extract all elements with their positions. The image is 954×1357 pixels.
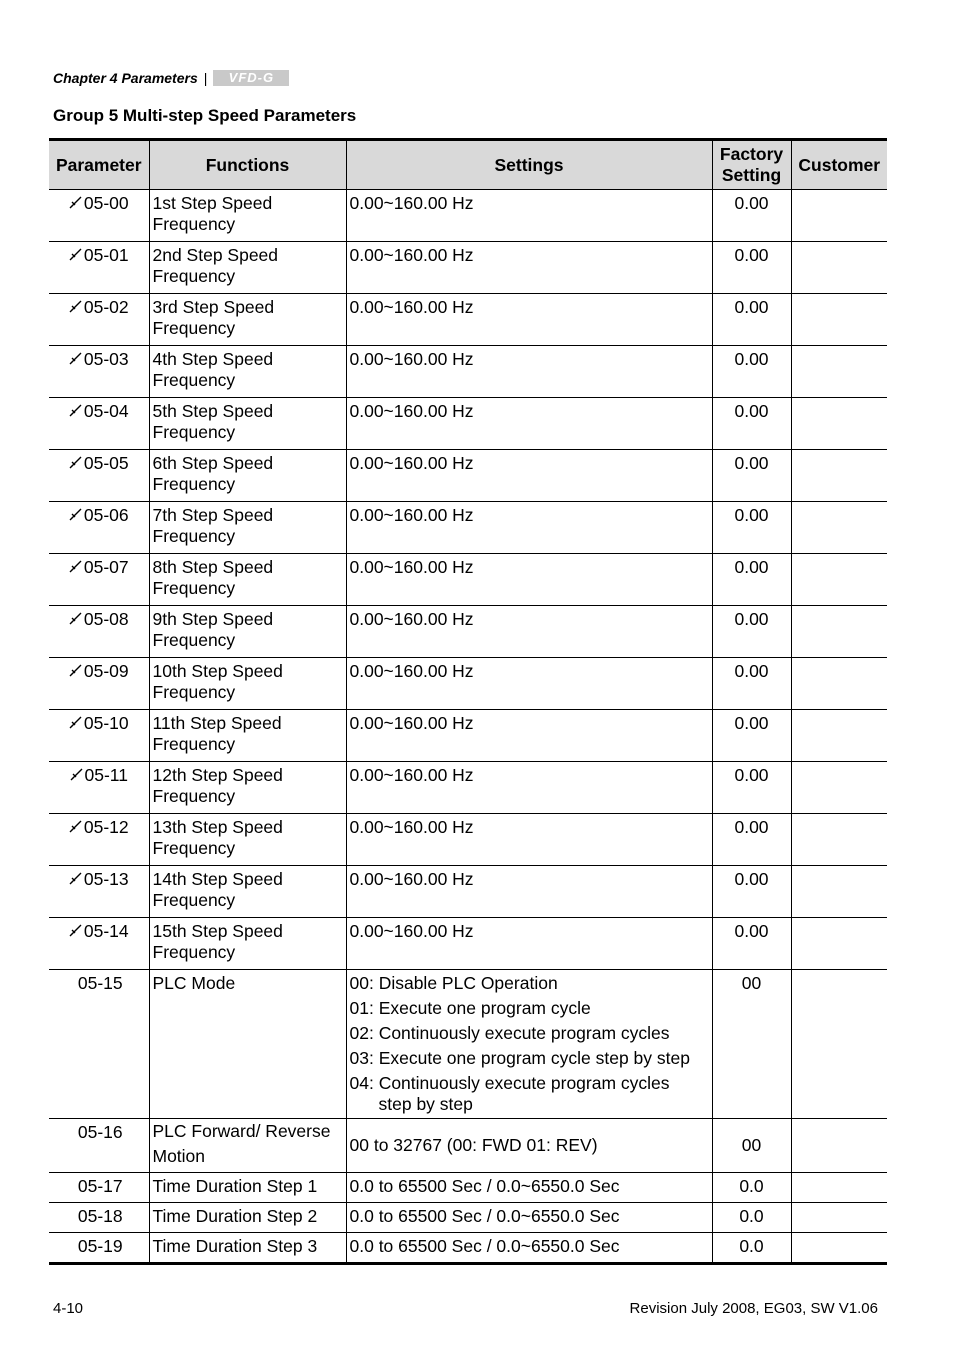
- plc-option-continued: step by step: [378, 1094, 473, 1114]
- settings-cell: 0.00~160.00 Hz: [346, 502, 712, 554]
- function-line1: 13th Step Speed: [152, 817, 283, 837]
- pen-icon: [69, 818, 83, 839]
- parameter-cell: [49, 606, 149, 658]
- factory-setting-cell: 0.00: [712, 242, 791, 294]
- table-row: [49, 918, 887, 970]
- function-cell: [149, 190, 346, 242]
- table-row: [49, 190, 887, 242]
- settings-cell: 0.00~160.00 Hz: [346, 814, 712, 866]
- function-line2: Frequency: [152, 838, 236, 858]
- settings-cell: 0.00~160.00 Hz: [346, 294, 712, 346]
- table-row: [49, 606, 887, 658]
- parameter-code: 05-16: [49, 1119, 149, 1173]
- parameter-code: 05-04: [83, 401, 129, 421]
- function-line1: 3rd Step Speed: [152, 297, 275, 317]
- settings-cell: 0.00~160.00 Hz: [346, 866, 712, 918]
- settings-cell: 0.00~160.00 Hz: [346, 190, 712, 242]
- function-line1: 6th Step Speed: [152, 453, 274, 473]
- pen-icon: [69, 922, 83, 943]
- settings-cell: 0.00~160.00 Hz: [346, 658, 712, 710]
- settings-cell: 0.00~160.00 Hz: [346, 450, 712, 502]
- function-line1: 5th Step Speed: [152, 401, 274, 421]
- parameter-cell: [49, 554, 149, 606]
- function-line1: 1st Step Speed: [152, 193, 273, 213]
- function-cell: [149, 762, 346, 814]
- customer-cell: [791, 658, 887, 710]
- factory-setting-cell: 00: [712, 1119, 791, 1173]
- settings-cell: 0.00~160.00 Hz: [346, 554, 712, 606]
- table-row: [49, 866, 887, 918]
- parameter-cell: [49, 710, 149, 762]
- settings-cell: 0.0 to 65500 Sec / 0.0~6550.0 Sec: [346, 1173, 712, 1203]
- pen-icon: [69, 506, 83, 527]
- function-cell: [149, 346, 346, 398]
- header-factory-line1: Factory: [719, 144, 784, 164]
- parameter-cell: [49, 398, 149, 450]
- function-line1: PLC Forward/ Reverse: [152, 1121, 331, 1141]
- customer-cell: [791, 242, 887, 294]
- pen-icon: [69, 298, 83, 319]
- function-cell: [149, 918, 346, 970]
- factory-setting-cell: 0.00: [712, 762, 791, 814]
- function-line1: 4th Step Speed: [152, 349, 274, 369]
- plc-option: 02: Continuously execute program cycles: [349, 1023, 670, 1043]
- function-line2: Frequency: [152, 578, 236, 598]
- parameter-cell: [49, 242, 149, 294]
- parameter-code: 05-15: [49, 970, 149, 1119]
- parameter-code: 05-09: [83, 661, 129, 681]
- parameter-cell: [49, 866, 149, 918]
- header-settings: Settings: [346, 140, 712, 190]
- header-factory-line2: Setting: [721, 165, 782, 185]
- factory-setting-cell: 0.00: [712, 710, 791, 762]
- plc-option: 04: Continuously execute program cycles: [349, 1073, 670, 1093]
- function-line1: 14th Step Speed: [152, 869, 283, 889]
- parameter-table: [49, 138, 887, 1265]
- table-row: [49, 1233, 887, 1264]
- function-line2: Frequency: [152, 266, 236, 286]
- function-cell: [149, 814, 346, 866]
- customer-cell: [791, 190, 887, 242]
- parameter-code: 05-02: [83, 297, 129, 317]
- pen-icon: [69, 870, 83, 891]
- function-line2: Frequency: [152, 370, 236, 390]
- customer-cell: [791, 1203, 887, 1233]
- factory-setting-cell: 0.00: [712, 814, 791, 866]
- parameter-cell: [49, 658, 149, 710]
- function-line2: Frequency: [152, 474, 236, 494]
- factory-setting-cell: 0.00: [712, 190, 791, 242]
- function-cell: [149, 866, 346, 918]
- function-line1: 2nd Step Speed: [152, 245, 279, 265]
- function-cell: [149, 710, 346, 762]
- pen-icon: [69, 246, 83, 267]
- pen-icon: [69, 350, 83, 371]
- factory-setting-cell: 0.00: [712, 502, 791, 554]
- function-cell: [149, 1119, 346, 1173]
- factory-setting-cell: 0.0: [712, 1173, 791, 1203]
- parameter-code: 05-18: [49, 1203, 149, 1233]
- table-row: [49, 450, 887, 502]
- customer-cell: [791, 606, 887, 658]
- factory-setting-cell: 0.00: [712, 450, 791, 502]
- settings-cell: 0.00~160.00 Hz: [346, 710, 712, 762]
- customer-cell: [791, 554, 887, 606]
- parameter-code: 05-17: [49, 1173, 149, 1203]
- revision-info: Revision July 2008, EG03, SW V1.06: [629, 1300, 878, 1317]
- table-row: [49, 398, 887, 450]
- table-row: [49, 242, 887, 294]
- pen-icon: [69, 714, 83, 735]
- settings-cell: 0.00~160.00 Hz: [346, 762, 712, 814]
- table-row: [49, 554, 887, 606]
- pen-icon: [70, 766, 84, 787]
- table-row: [49, 1203, 887, 1233]
- factory-setting-cell: 0.00: [712, 658, 791, 710]
- settings-cell: 0.00~160.00 Hz: [346, 606, 712, 658]
- parameter-code: 05-13: [83, 869, 129, 889]
- function-line2: Frequency: [152, 786, 236, 806]
- factory-setting-cell: 0.00: [712, 866, 791, 918]
- function-line2: Frequency: [152, 942, 236, 962]
- parameter-cell: [49, 814, 149, 866]
- parameter-code: 05-03: [83, 349, 129, 369]
- function-line2: Frequency: [152, 630, 236, 650]
- factory-setting-cell: 0.00: [712, 294, 791, 346]
- settings-cell: 0.00~160.00 Hz: [346, 918, 712, 970]
- parameter-cell: [49, 190, 149, 242]
- parameter-code: 05-10: [83, 713, 129, 733]
- settings-cell: [346, 970, 712, 1119]
- function-line2: Frequency: [152, 682, 236, 702]
- customer-cell: [791, 918, 887, 970]
- customer-cell: [791, 1173, 887, 1203]
- function-line1: 11th Step Speed: [152, 713, 282, 733]
- function-line2: Frequency: [152, 422, 236, 442]
- function-cell: [149, 242, 346, 294]
- customer-cell: [791, 294, 887, 346]
- function-cell: [149, 294, 346, 346]
- customer-cell: [791, 866, 887, 918]
- table-row-plc-mode: [49, 970, 887, 1119]
- function-cell: [149, 658, 346, 710]
- factory-setting-cell: 0.00: [712, 398, 791, 450]
- customer-cell: [791, 1233, 887, 1264]
- parameter-code: 05-11: [84, 765, 128, 785]
- function-line1: 7th Step Speed: [152, 505, 274, 525]
- chapter-header: [53, 70, 289, 86]
- customer-cell: [791, 814, 887, 866]
- table-row: [49, 814, 887, 866]
- function-line1: 12th Step Speed: [152, 765, 283, 785]
- parameter-code: 05-05: [83, 453, 129, 473]
- customer-cell: [791, 1119, 887, 1173]
- parameter-code: 05-12: [83, 817, 129, 837]
- parameter-code: 05-06: [83, 505, 129, 525]
- factory-setting-cell: 0.00: [712, 918, 791, 970]
- header-customer: Customer: [791, 140, 887, 190]
- pen-icon: [69, 610, 83, 631]
- function-cell: Time Duration Step 1: [149, 1173, 346, 1203]
- pen-icon: [69, 402, 83, 423]
- plc-option: 03: Execute one program cycle step by step: [349, 1048, 690, 1068]
- group-title: Group 5 Multi-step Speed Parameters: [53, 106, 357, 125]
- function-cell: [149, 502, 346, 554]
- table-row-plc-motion: [49, 1119, 887, 1173]
- header-functions: Functions: [149, 140, 346, 190]
- table-row: [49, 502, 887, 554]
- table-row: [49, 658, 887, 710]
- function-cell: Time Duration Step 2: [149, 1203, 346, 1233]
- function-cell: Time Duration Step 3: [149, 1233, 346, 1264]
- function-line1: 9th Step Speed: [152, 609, 274, 629]
- parameter-code: 05-08: [83, 609, 129, 629]
- header-parameter: Parameter: [49, 140, 149, 190]
- pen-icon: [69, 558, 83, 579]
- header-factory-setting: [712, 140, 791, 190]
- plc-option: 00: Disable PLC Operation: [349, 973, 558, 993]
- function-line2: Motion: [152, 1146, 206, 1166]
- parameter-code: 05-01: [83, 245, 129, 265]
- settings-cell: 0.00~160.00 Hz: [346, 398, 712, 450]
- settings-cell: 0.0 to 65500 Sec / 0.0~6550.0 Sec: [346, 1233, 712, 1264]
- settings-cell: 0.0 to 65500 Sec / 0.0~6550.0 Sec: [346, 1203, 712, 1233]
- function-cell: [149, 606, 346, 658]
- parameter-cell: [49, 294, 149, 346]
- customer-cell: [791, 710, 887, 762]
- parameter-code: 05-07: [83, 557, 129, 577]
- parameter-cell: [49, 762, 149, 814]
- pen-icon: [69, 662, 83, 683]
- table-row: [49, 710, 887, 762]
- function-line1: 8th Step Speed: [152, 557, 274, 577]
- function-line2: Frequency: [152, 318, 236, 338]
- parameter-cell: [49, 502, 149, 554]
- table-row: [49, 346, 887, 398]
- factory-setting-cell: 0.0: [712, 1233, 791, 1264]
- settings-cell: 0.00~160.00 Hz: [346, 346, 712, 398]
- factory-setting-cell: 0.00: [712, 554, 791, 606]
- customer-cell: [791, 450, 887, 502]
- pen-icon: [69, 454, 83, 475]
- function-line2: Frequency: [152, 526, 236, 546]
- function-line2: Frequency: [152, 214, 236, 234]
- chapter-title: Chapter 4 Parameters: [53, 70, 198, 86]
- customer-cell: [791, 346, 887, 398]
- function-cell: [149, 450, 346, 502]
- customer-cell: [791, 762, 887, 814]
- factory-setting-cell: 00: [712, 970, 791, 1119]
- plc-option: 01: Execute one program cycle: [349, 998, 591, 1018]
- parameter-code: 05-00: [83, 193, 129, 213]
- table-row: [49, 294, 887, 346]
- parameter-cell: [49, 918, 149, 970]
- settings-cell: 0.00~160.00 Hz: [346, 242, 712, 294]
- function-cell: PLC Mode: [149, 970, 346, 1119]
- parameter-cell: [49, 346, 149, 398]
- page-number: 4-10: [53, 1300, 84, 1317]
- factory-setting-cell: 0.00: [712, 346, 791, 398]
- settings-cell: 00 to 32767 (00: FWD 01: REV): [346, 1119, 712, 1173]
- table-header-row: [49, 140, 887, 190]
- customer-cell: [791, 502, 887, 554]
- vfd-g-logo: VFD-G: [213, 70, 289, 86]
- function-line1: 10th Step Speed: [152, 661, 283, 681]
- function-cell: [149, 554, 346, 606]
- factory-setting-cell: 0.00: [712, 606, 791, 658]
- table-row: [49, 1173, 887, 1203]
- function-line1: 15th Step Speed: [152, 921, 283, 941]
- function-line2: Frequency: [152, 734, 236, 754]
- function-cell: [149, 398, 346, 450]
- parameter-code: 05-19: [49, 1233, 149, 1264]
- parameter-code: 05-14: [83, 921, 129, 941]
- table-row: [49, 762, 887, 814]
- customer-cell: [791, 970, 887, 1119]
- function-line2: Frequency: [152, 890, 236, 910]
- customer-cell: [791, 398, 887, 450]
- pen-icon: [69, 194, 83, 215]
- header-separator: |: [203, 70, 208, 86]
- factory-setting-cell: 0.0: [712, 1203, 791, 1233]
- parameter-cell: [49, 450, 149, 502]
